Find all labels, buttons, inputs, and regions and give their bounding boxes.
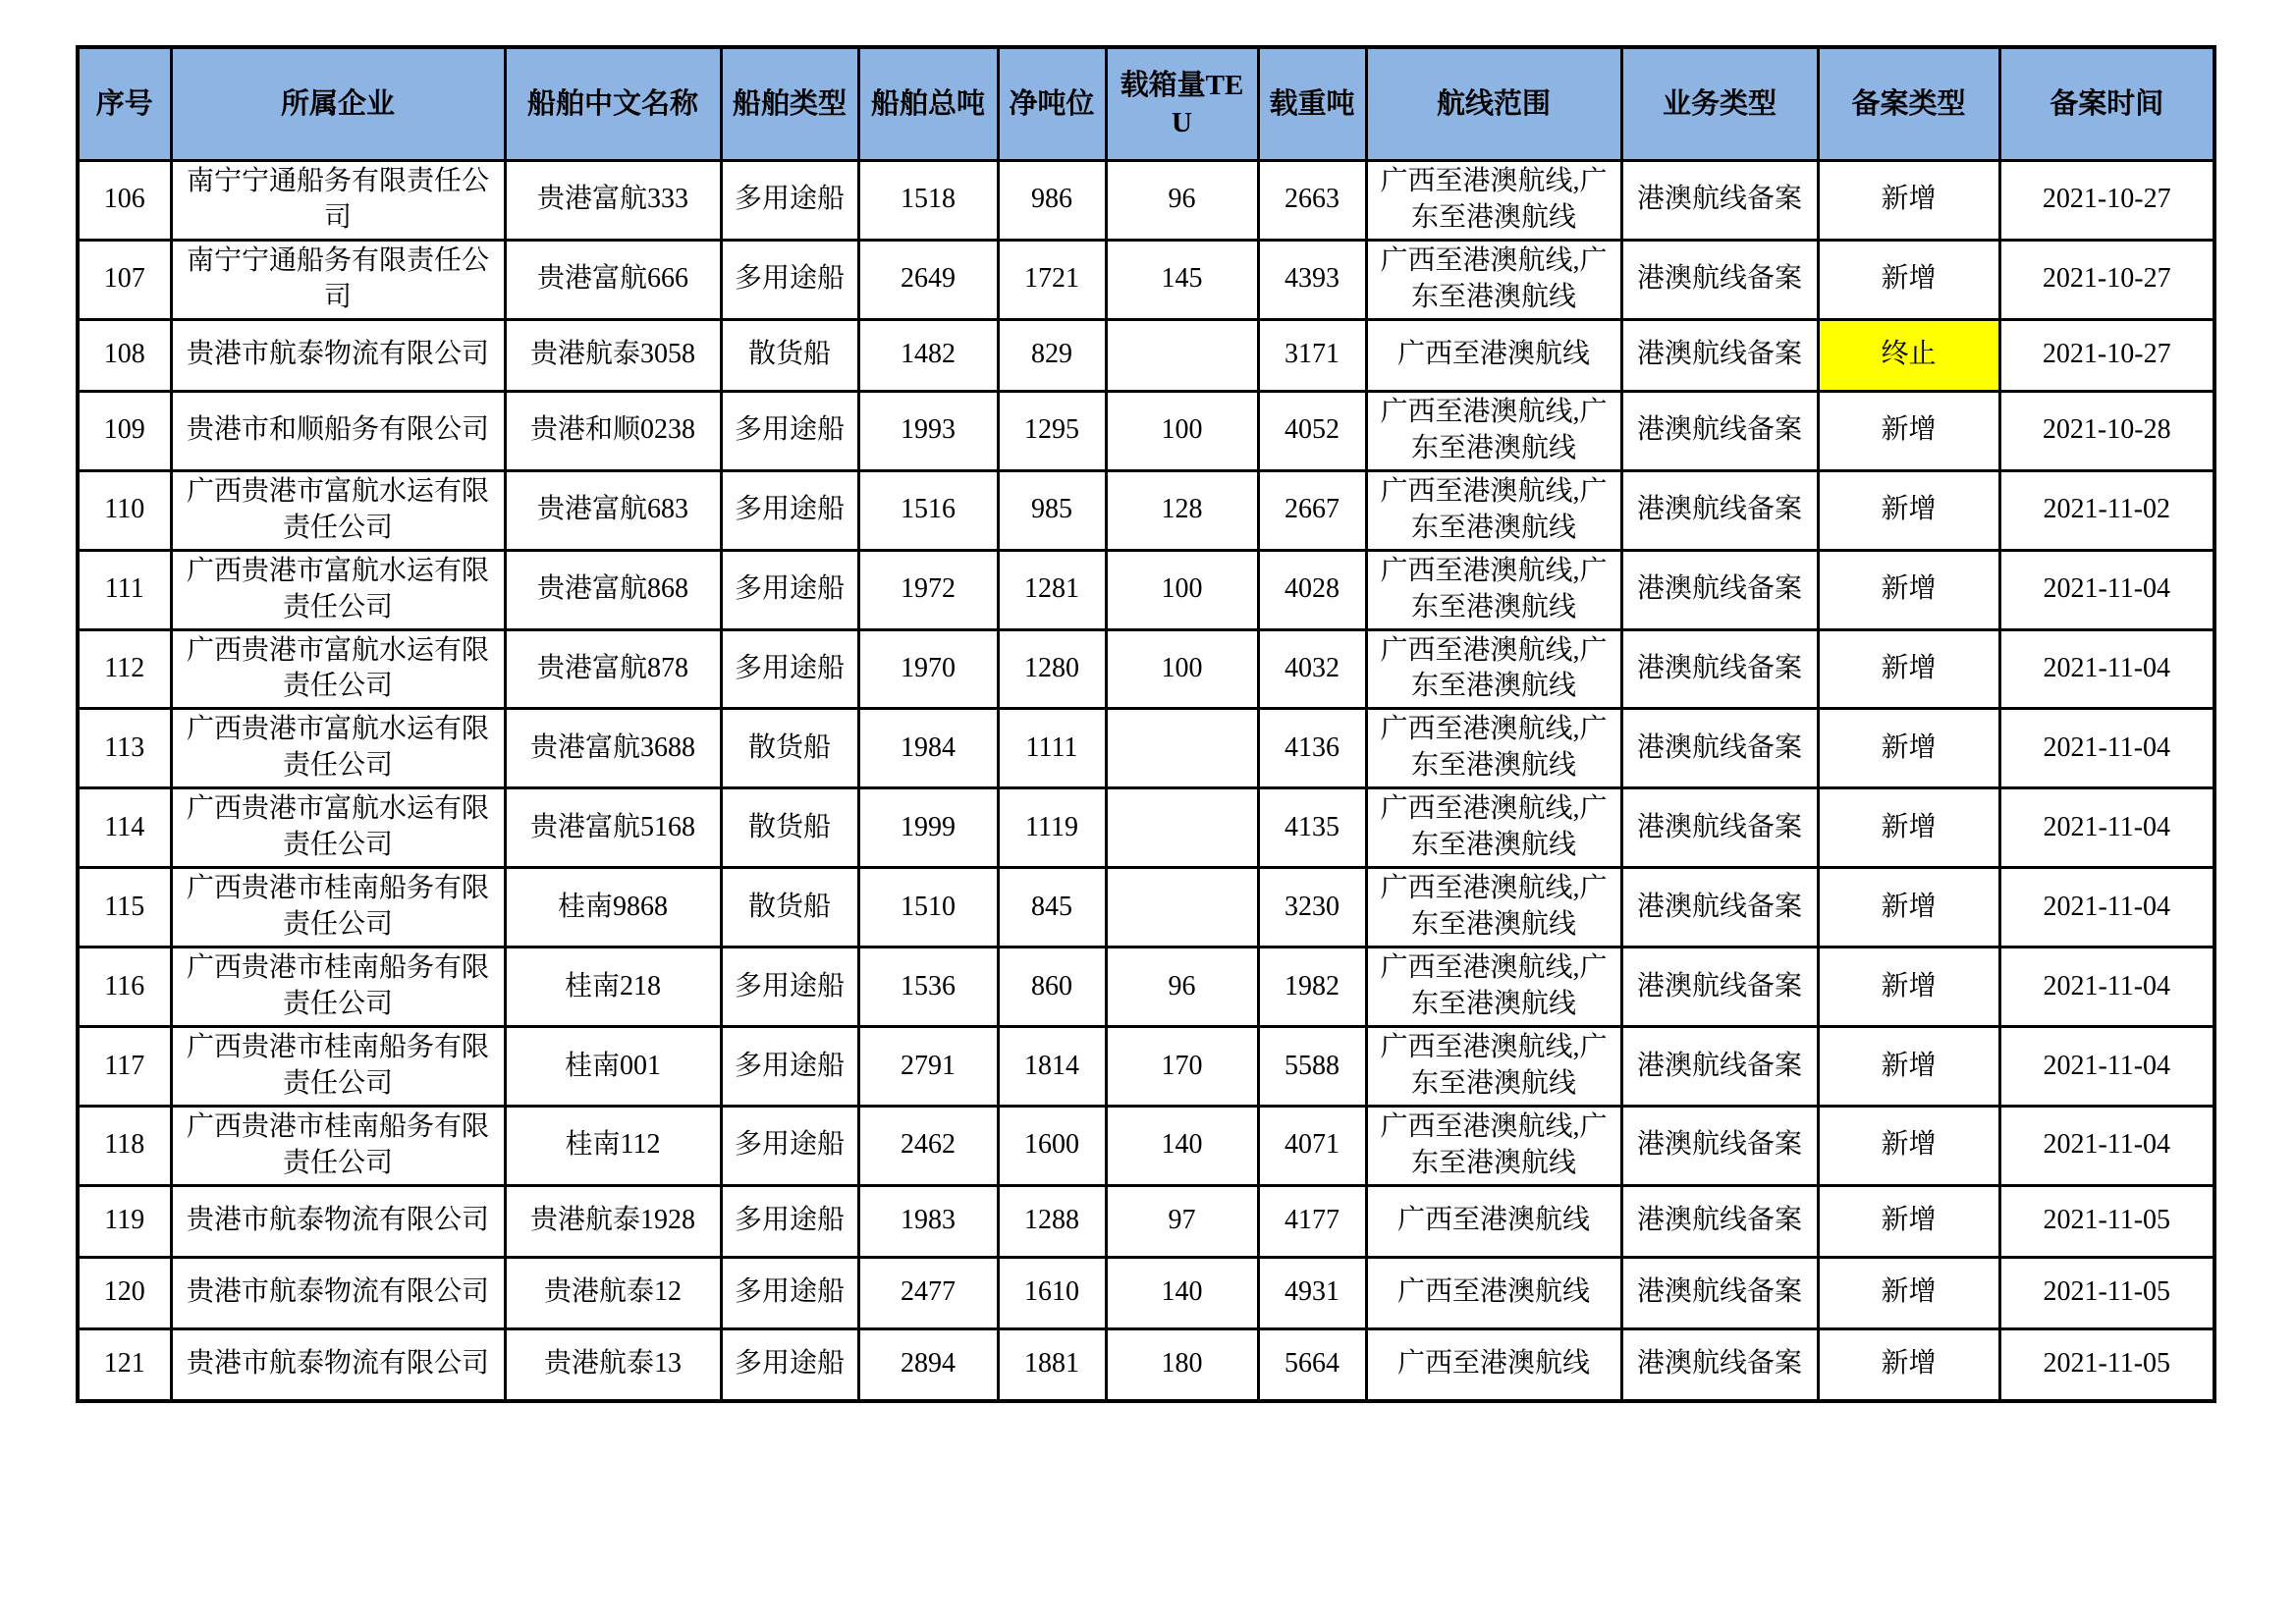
cell-net-tonnage: 1600 — [998, 1106, 1106, 1185]
cell-net-tonnage: 1281 — [998, 550, 1106, 629]
cell-net-tonnage: 1280 — [998, 629, 1106, 709]
cell-filing-type: 新增 — [1818, 788, 1999, 868]
cell-serial-number: 107 — [78, 240, 171, 319]
cell-ship-type: 多用途船 — [721, 1027, 858, 1107]
cell-deadweight: 3230 — [1258, 868, 1366, 947]
cell-ship-name: 桂南9868 — [505, 868, 721, 947]
table-row — [78, 161, 2214, 241]
cell-deadweight: 4136 — [1258, 709, 1366, 788]
table-row — [78, 1185, 2214, 1257]
cell-ship-name: 贵港富航878 — [505, 629, 721, 709]
cell-deadweight: 4052 — [1258, 391, 1366, 470]
cell-teu-capacity: 100 — [1106, 629, 1258, 709]
cell-filing-date: 2021-10-28 — [1999, 391, 2214, 470]
table-row — [78, 550, 2214, 629]
table-row — [78, 1106, 2214, 1185]
cell-filing-type: 新增 — [1818, 1027, 1999, 1107]
cell-net-tonnage: 985 — [998, 470, 1106, 550]
cell-ship-type: 散货船 — [721, 709, 858, 788]
cell-company-name: 广西贵港市桂南船务有限责任公司 — [171, 947, 505, 1027]
cell-business-type: 港澳航线备案 — [1621, 161, 1818, 241]
col-header-company: 所属企业 — [171, 47, 505, 161]
cell-business-type: 港澳航线备案 — [1621, 868, 1818, 947]
cell-ship-type: 多用途船 — [721, 470, 858, 550]
cell-filing-type: 新增 — [1818, 1257, 1999, 1328]
cell-business-type: 港澳航线备案 — [1621, 319, 1818, 391]
cell-teu-capacity: 128 — [1106, 470, 1258, 550]
table-row — [78, 629, 2214, 709]
cell-filing-date: 2021-11-05 — [1999, 1328, 2214, 1401]
cell-filing-date: 2021-11-04 — [1999, 709, 2214, 788]
cell-company-name: 南宁宁通船务有限责任公司 — [171, 240, 505, 319]
cell-net-tonnage: 860 — [998, 947, 1106, 1027]
cell-ship-type: 多用途船 — [721, 391, 858, 470]
cell-serial-number: 108 — [78, 319, 171, 391]
cell-net-tonnage: 1295 — [998, 391, 1106, 470]
cell-ship-name: 贵港航泰3058 — [505, 319, 721, 391]
cell-filing-type: 新增 — [1818, 1185, 1999, 1257]
cell-ship-name: 贵港航泰12 — [505, 1257, 721, 1328]
cell-ship-name: 贵港和顺0238 — [505, 391, 721, 470]
cell-route-scope: 广西至港澳航线 — [1366, 1185, 1621, 1257]
cell-deadweight: 2663 — [1258, 161, 1366, 241]
cell-teu-capacity: 97 — [1106, 1185, 1258, 1257]
cell-filing-type: 新增 — [1818, 240, 1999, 319]
cell-filing-date: 2021-11-04 — [1999, 868, 2214, 947]
cell-ship-name: 贵港富航333 — [505, 161, 721, 241]
cell-route-scope: 广西至港澳航线 — [1366, 1328, 1621, 1401]
cell-net-tonnage: 1288 — [998, 1185, 1106, 1257]
cell-business-type: 港澳航线备案 — [1621, 1328, 1818, 1401]
cell-filing-date: 2021-10-27 — [1999, 240, 2214, 319]
cell-business-type: 港澳航线备案 — [1621, 709, 1818, 788]
cell-ship-name: 桂南112 — [505, 1106, 721, 1185]
cell-teu-capacity — [1106, 709, 1258, 788]
cell-filing-type: 终止 — [1818, 319, 1999, 391]
col-header-serial: 序号 — [78, 47, 171, 161]
cell-ship-type: 多用途船 — [721, 947, 858, 1027]
cell-filing-date: 2021-11-04 — [1999, 1106, 2214, 1185]
cell-deadweight: 3171 — [1258, 319, 1366, 391]
cell-deadweight: 4931 — [1258, 1257, 1366, 1328]
cell-company-name: 贵港市航泰物流有限公司 — [171, 1257, 505, 1328]
cell-serial-number: 116 — [78, 947, 171, 1027]
cell-business-type: 港澳航线备案 — [1621, 1185, 1818, 1257]
table-row — [78, 1257, 2214, 1328]
cell-ship-type: 多用途船 — [721, 550, 858, 629]
cell-ship-type: 多用途船 — [721, 1185, 858, 1257]
cell-filing-type: 新增 — [1818, 391, 1999, 470]
table-row — [78, 1027, 2214, 1107]
cell-gross-tonnage: 1482 — [858, 319, 998, 391]
cell-teu-capacity: 100 — [1106, 550, 1258, 629]
cell-teu-capacity — [1106, 868, 1258, 947]
table-row — [78, 470, 2214, 550]
cell-serial-number: 111 — [78, 550, 171, 629]
cell-filing-type: 新增 — [1818, 550, 1999, 629]
cell-serial-number: 121 — [78, 1328, 171, 1401]
cell-teu-capacity: 96 — [1106, 161, 1258, 241]
cell-gross-tonnage: 2894 — [858, 1328, 998, 1401]
col-header-deadweight: 载重吨 — [1258, 47, 1366, 161]
cell-deadweight: 1982 — [1258, 947, 1366, 1027]
col-header-gross-tonnage: 船舶总吨 — [858, 47, 998, 161]
cell-business-type: 港澳航线备案 — [1621, 470, 1818, 550]
cell-business-type: 港澳航线备案 — [1621, 1257, 1818, 1328]
cell-serial-number: 109 — [78, 391, 171, 470]
cell-company-name: 广西贵港市桂南船务有限责任公司 — [171, 868, 505, 947]
cell-route-scope: 广西至港澳航线,广东至港澳航线 — [1366, 1106, 1621, 1185]
cell-business-type: 港澳航线备案 — [1621, 391, 1818, 470]
cell-filing-type: 新增 — [1818, 1328, 1999, 1401]
col-header-route-scope: 航线范围 — [1366, 47, 1621, 161]
cell-ship-name: 桂南218 — [505, 947, 721, 1027]
cell-gross-tonnage: 1984 — [858, 709, 998, 788]
cell-ship-name: 贵港富航5168 — [505, 788, 721, 868]
cell-route-scope: 广西至港澳航线,广东至港澳航线 — [1366, 161, 1621, 241]
cell-filing-type: 新增 — [1818, 629, 1999, 709]
cell-company-name: 贵港市航泰物流有限公司 — [171, 1185, 505, 1257]
cell-route-scope: 广西至港澳航线,广东至港澳航线 — [1366, 709, 1621, 788]
cell-teu-capacity: 100 — [1106, 391, 1258, 470]
table-row — [78, 947, 2214, 1027]
col-header-filing-type: 备案类型 — [1818, 47, 1999, 161]
table-row — [78, 709, 2214, 788]
cell-gross-tonnage: 2649 — [858, 240, 998, 319]
cell-route-scope: 广西至港澳航线 — [1366, 319, 1621, 391]
table-row — [78, 788, 2214, 868]
cell-filing-date: 2021-11-04 — [1999, 788, 2214, 868]
cell-deadweight: 4135 — [1258, 788, 1366, 868]
cell-business-type: 港澳航线备案 — [1621, 240, 1818, 319]
cell-deadweight: 4393 — [1258, 240, 1366, 319]
cell-filing-date: 2021-11-04 — [1999, 550, 2214, 629]
cell-route-scope: 广西至港澳航线,广东至港澳航线 — [1366, 868, 1621, 947]
cell-net-tonnage: 1119 — [998, 788, 1106, 868]
cell-filing-type: 新增 — [1818, 947, 1999, 1027]
cell-filing-date: 2021-11-04 — [1999, 1027, 2214, 1107]
cell-business-type: 港澳航线备案 — [1621, 550, 1818, 629]
cell-company-name: 南宁宁通船务有限责任公司 — [171, 161, 505, 241]
cell-serial-number: 113 — [78, 709, 171, 788]
cell-company-name: 广西贵港市桂南船务有限责任公司 — [171, 1106, 505, 1185]
cell-net-tonnage: 829 — [998, 319, 1106, 391]
cell-ship-type: 多用途船 — [721, 1106, 858, 1185]
table-header-row — [78, 47, 2214, 161]
cell-ship-name: 贵港富航868 — [505, 550, 721, 629]
cell-filing-date: 2021-11-05 — [1999, 1257, 2214, 1328]
table-row — [78, 1328, 2214, 1401]
cell-serial-number: 114 — [78, 788, 171, 868]
table-row — [78, 868, 2214, 947]
table-body — [78, 161, 2214, 1401]
cell-ship-name: 贵港富航3688 — [505, 709, 721, 788]
cell-teu-capacity — [1106, 319, 1258, 391]
cell-teu-capacity — [1106, 788, 1258, 868]
cell-deadweight: 4028 — [1258, 550, 1366, 629]
cell-net-tonnage: 1814 — [998, 1027, 1106, 1107]
cell-filing-date: 2021-11-02 — [1999, 470, 2214, 550]
table-row — [78, 391, 2214, 470]
cell-net-tonnage: 1721 — [998, 240, 1106, 319]
cell-business-type: 港澳航线备案 — [1621, 947, 1818, 1027]
cell-gross-tonnage: 1972 — [858, 550, 998, 629]
cell-filing-date: 2021-11-05 — [1999, 1185, 2214, 1257]
cell-net-tonnage: 1111 — [998, 709, 1106, 788]
table-row — [78, 319, 2214, 391]
cell-ship-type: 多用途船 — [721, 629, 858, 709]
cell-deadweight: 5664 — [1258, 1328, 1366, 1401]
cell-filing-type: 新增 — [1818, 1106, 1999, 1185]
cell-ship-type: 散货船 — [721, 868, 858, 947]
cell-deadweight: 4177 — [1258, 1185, 1366, 1257]
cell-route-scope: 广西至港澳航线,广东至港澳航线 — [1366, 391, 1621, 470]
cell-deadweight: 4071 — [1258, 1106, 1366, 1185]
cell-gross-tonnage: 1970 — [858, 629, 998, 709]
cell-deadweight: 2667 — [1258, 470, 1366, 550]
cell-route-scope: 广西至港澳航线,广东至港澳航线 — [1366, 947, 1621, 1027]
col-header-business-type: 业务类型 — [1621, 47, 1818, 161]
cell-teu-capacity: 145 — [1106, 240, 1258, 319]
vessel-filing-table — [76, 45, 2216, 1403]
cell-deadweight: 5588 — [1258, 1027, 1366, 1107]
cell-business-type: 港澳航线备案 — [1621, 1027, 1818, 1107]
cell-ship-name: 贵港航泰13 — [505, 1328, 721, 1401]
cell-serial-number: 117 — [78, 1027, 171, 1107]
cell-business-type: 港澳航线备案 — [1621, 1106, 1818, 1185]
cell-serial-number: 120 — [78, 1257, 171, 1328]
cell-teu-capacity: 170 — [1106, 1027, 1258, 1107]
cell-serial-number: 118 — [78, 1106, 171, 1185]
cell-route-scope: 广西至港澳航线,广东至港澳航线 — [1366, 1027, 1621, 1107]
cell-gross-tonnage: 2462 — [858, 1106, 998, 1185]
cell-filing-type: 新增 — [1818, 868, 1999, 947]
cell-company-name: 广西贵港市富航水运有限责任公司 — [171, 550, 505, 629]
cell-ship-name: 贵港富航683 — [505, 470, 721, 550]
cell-teu-capacity: 96 — [1106, 947, 1258, 1027]
cell-filing-date: 2021-11-04 — [1999, 947, 2214, 1027]
col-header-filing-date: 备案时间 — [1999, 47, 2214, 161]
cell-route-scope: 广西至港澳航线 — [1366, 1257, 1621, 1328]
cell-gross-tonnage: 1983 — [858, 1185, 998, 1257]
cell-teu-capacity: 140 — [1106, 1106, 1258, 1185]
cell-route-scope: 广西至港澳航线,广东至港澳航线 — [1366, 629, 1621, 709]
cell-net-tonnage: 845 — [998, 868, 1106, 947]
cell-company-name: 广西贵港市桂南船务有限责任公司 — [171, 1027, 505, 1107]
cell-filing-date: 2021-11-04 — [1999, 629, 2214, 709]
cell-business-type: 港澳航线备案 — [1621, 629, 1818, 709]
cell-serial-number: 119 — [78, 1185, 171, 1257]
cell-filing-type: 新增 — [1818, 470, 1999, 550]
cell-company-name: 贵港市和顺船务有限公司 — [171, 391, 505, 470]
cell-gross-tonnage: 1516 — [858, 470, 998, 550]
cell-ship-type: 多用途船 — [721, 161, 858, 241]
cell-ship-type: 多用途船 — [721, 1257, 858, 1328]
cell-gross-tonnage: 1510 — [858, 868, 998, 947]
cell-business-type: 港澳航线备案 — [1621, 788, 1818, 868]
cell-route-scope: 广西至港澳航线,广东至港澳航线 — [1366, 550, 1621, 629]
cell-net-tonnage: 1610 — [998, 1257, 1106, 1328]
cell-teu-capacity: 180 — [1106, 1328, 1258, 1401]
cell-ship-type: 散货船 — [721, 788, 858, 868]
cell-filing-date: 2021-10-27 — [1999, 319, 2214, 391]
cell-company-name: 广西贵港市富航水运有限责任公司 — [171, 709, 505, 788]
col-header-net-tonnage: 净吨位 — [998, 47, 1106, 161]
cell-route-scope: 广西至港澳航线,广东至港澳航线 — [1366, 470, 1621, 550]
table-row — [78, 240, 2214, 319]
cell-company-name: 贵港市航泰物流有限公司 — [171, 319, 505, 391]
cell-serial-number: 112 — [78, 629, 171, 709]
cell-ship-name: 贵港航泰1928 — [505, 1185, 721, 1257]
cell-deadweight: 4032 — [1258, 629, 1366, 709]
cell-serial-number: 110 — [78, 470, 171, 550]
cell-ship-type: 多用途船 — [721, 1328, 858, 1401]
cell-gross-tonnage: 2477 — [858, 1257, 998, 1328]
cell-gross-tonnage: 1536 — [858, 947, 998, 1027]
cell-filing-date: 2021-10-27 — [1999, 161, 2214, 241]
cell-net-tonnage: 1881 — [998, 1328, 1106, 1401]
cell-teu-capacity: 140 — [1106, 1257, 1258, 1328]
cell-company-name: 广西贵港市富航水运有限责任公司 — [171, 629, 505, 709]
cell-company-name: 贵港市航泰物流有限公司 — [171, 1328, 505, 1401]
cell-gross-tonnage: 1518 — [858, 161, 998, 241]
col-header-ship-name: 船舶中文名称 — [505, 47, 721, 161]
cell-serial-number: 106 — [78, 161, 171, 241]
cell-route-scope: 广西至港澳航线,广东至港澳航线 — [1366, 788, 1621, 868]
cell-filing-type: 新增 — [1818, 709, 1999, 788]
cell-gross-tonnage: 2791 — [858, 1027, 998, 1107]
cell-gross-tonnage: 1999 — [858, 788, 998, 868]
cell-gross-tonnage: 1993 — [858, 391, 998, 470]
cell-net-tonnage: 986 — [998, 161, 1106, 241]
col-header-ship-type: 船舶类型 — [721, 47, 858, 161]
cell-ship-type: 多用途船 — [721, 240, 858, 319]
cell-ship-type: 散货船 — [721, 319, 858, 391]
cell-filing-type: 新增 — [1818, 161, 1999, 241]
cell-ship-name: 桂南001 — [505, 1027, 721, 1107]
col-header-teu-capacity: 载箱量TEU — [1106, 47, 1258, 161]
cell-ship-name: 贵港富航666 — [505, 240, 721, 319]
cell-company-name: 广西贵港市富航水运有限责任公司 — [171, 788, 505, 868]
cell-route-scope: 广西至港澳航线,广东至港澳航线 — [1366, 240, 1621, 319]
cell-company-name: 广西贵港市富航水运有限责任公司 — [171, 470, 505, 550]
cell-serial-number: 115 — [78, 868, 171, 947]
